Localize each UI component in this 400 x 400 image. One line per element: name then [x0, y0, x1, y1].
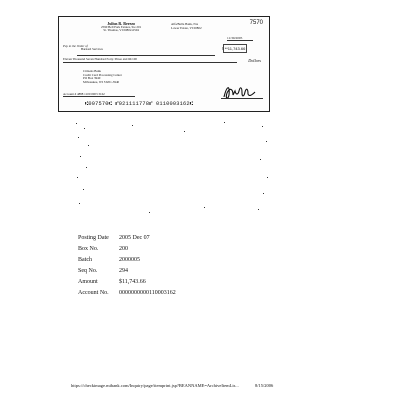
box-value: 200: [119, 246, 128, 252]
scan-speck: [149, 212, 150, 213]
seq-label: Seq No.: [78, 268, 98, 274]
bank-address-block: [171, 23, 202, 30]
amount-label: Amount: [78, 279, 98, 285]
footer-date: 8/15/2006: [255, 383, 274, 388]
detail-row: [78, 266, 176, 277]
amount-words: Eleven Thousand Seven Hundred Forty-Three and 66/100: [63, 57, 137, 61]
bank-address-line: Lower Estate, VI 00802: [171, 25, 202, 30]
bank-address-line: Alfa/Bella Bank, NA: [171, 22, 198, 26]
bank-line: Milwaukee, WI 53201-3940: [83, 79, 120, 84]
micr-line: ⑆007570⑆ ⑈021111778⑈ 0110003162⑆: [85, 101, 194, 107]
scan-speck: [76, 123, 77, 124]
scan-speck: [77, 177, 78, 178]
payer-address-line: St. Thomas, VI 00802-6504: [103, 28, 139, 33]
scan-speck: [78, 137, 79, 138]
dollar-sign: $: [222, 46, 224, 51]
amount-box: **11,743.66: [224, 46, 246, 51]
scan-speck: [266, 141, 267, 142]
scan-speck: [204, 207, 205, 208]
seq-value: 294: [119, 268, 128, 274]
drawee-bank-block: [83, 70, 122, 84]
posting-date-label: Posting Date: [78, 235, 109, 241]
bank-line: PO Box 3940: [83, 76, 101, 81]
item-details: [78, 233, 176, 299]
check-back-image: [74, 119, 270, 215]
memo-line: [63, 96, 135, 97]
scan-speck: [86, 167, 87, 168]
payee-name: Barnard Services: [81, 47, 103, 51]
payer-address-line: 2590 Bell Park Estates, Ste 201: [101, 24, 142, 29]
print-footer: [71, 383, 273, 388]
payer-name: Julius R. Berezo: [107, 21, 136, 26]
scan-speck: [84, 128, 85, 129]
memo-text: Account # 4888 1100 0003 3162: [63, 92, 105, 96]
scan-speck: [263, 193, 264, 194]
signature-line: [221, 98, 263, 99]
check-image: [58, 16, 270, 112]
amount-value: $11,743.66: [119, 279, 146, 285]
posting-date-value: 2005 Dec 07: [119, 235, 150, 241]
scan-speck: [83, 189, 84, 190]
account-label: Account No.: [78, 290, 109, 296]
scan-speck: [260, 159, 261, 160]
detail-row: [78, 277, 176, 288]
scan-speck: [80, 156, 81, 157]
scan-speck: [79, 203, 80, 204]
scan-speck: [88, 145, 89, 146]
bank-line: Credit Card Processing Center: [83, 72, 122, 77]
account-value: 0000000000110003162: [119, 290, 176, 296]
scan-speck: [262, 126, 263, 127]
scan-speck: [258, 209, 259, 210]
scan-speck: [184, 131, 185, 132]
detail-row: [78, 244, 176, 255]
batch-value: 2000005: [119, 257, 140, 263]
scan-speck: [224, 122, 225, 123]
check-date: 11/30/2005: [227, 36, 253, 41]
detail-row: [78, 255, 176, 266]
detail-row: [78, 288, 176, 299]
amount-words-line: [63, 62, 237, 63]
detail-row: [78, 233, 176, 244]
dollars-label: Dollars: [248, 58, 261, 63]
batch-label: Batch: [78, 257, 92, 263]
pay-to-label: Pay to the Order of: [63, 44, 88, 48]
payee-line: [77, 51, 215, 56]
check-number: 7570: [249, 20, 263, 26]
bank-line: Citizens Bank: [83, 69, 101, 73]
box-label: Box No.: [78, 246, 99, 252]
scan-speck: [132, 125, 133, 126]
payer-block: [101, 22, 141, 33]
footer-url[interactable]: https://checkimage.mibank.com/Inquiry/page/itemprint.jsp?BEANNAME=ArchiveItemLis...: [71, 383, 239, 388]
scan-speck: [267, 177, 268, 178]
